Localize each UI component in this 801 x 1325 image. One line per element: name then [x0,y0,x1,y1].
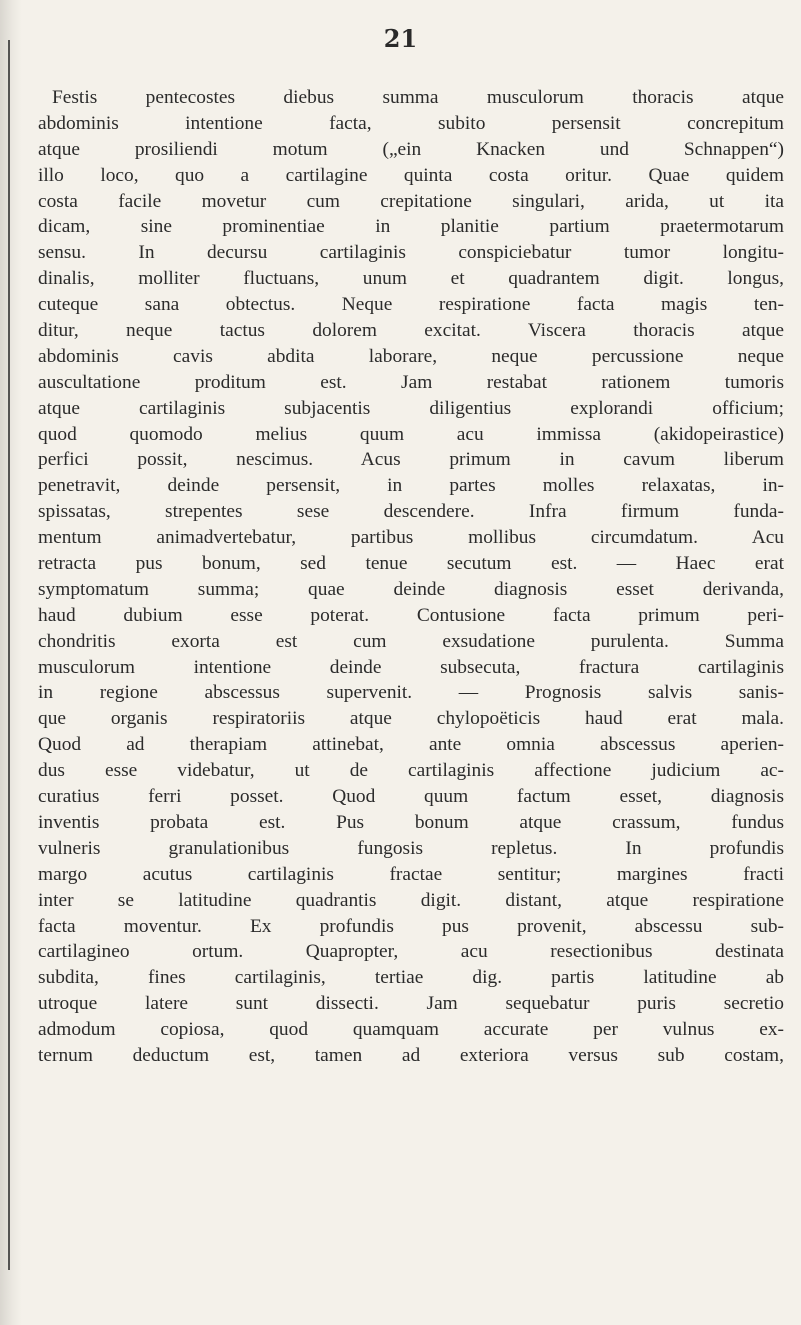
text-line: sensu. In decursu cartilaginis conspiciebatur tumor longitu- [38,242,784,264]
binding-edge-line [8,40,10,1270]
text-line: haud dubium esse poterat. Contusione facta primum peri- [38,604,784,626]
text-line: facta moventur. Ex profundis pus provenit, abscessu sub- [38,915,784,937]
text-line: curatius ferri posset. Quod quum factum esset, diagnosis [38,786,784,808]
text-line: ditur, neque tactus dolorem excitat. Viscera thoracis atque [38,320,784,342]
text-line: illo loco, quo a cartilagine quinta costa oritur. Quae quidem [38,164,784,186]
text-line: vulneris granulationibus fungosis repletus. In profundis [38,837,784,859]
text-line: symptomatum summa; quae deinde diagnosis esset derivanda, [38,578,784,600]
text-line: cartilagineo ortum. Quapropter, acu resectionibus destinata [38,941,784,963]
text-line: que organis respiratoriis atque chylopoëticis haud erat mala. [38,708,784,730]
text-line: mentum animadvertebatur, partibus mollibus circumdatum. Acu [38,527,784,549]
page-gutter-shadow [0,0,22,1325]
page-number: 21 [383,24,418,53]
text-line: retracta pus bonum, sed tenue secutum est. — Haec erat [38,553,784,575]
text-line: spissatas, strepentes sese descendere. Infra firmum funda- [38,501,784,523]
text-line: admodum copiosa, quod quamquam accurate per vulnus ex- [38,1019,784,1041]
text-line: dus esse videbatur, ut de cartilaginis affectione judicium ac- [38,760,784,782]
text-line: subdita, fines cartilaginis, tertiae dig. partis latitudine ab [38,967,784,989]
text-line: dicam, sine prominentiae in planitie partium praetermotarum [38,216,784,238]
text-line: margo acutus cartilaginis fractae sentitur; margines fracti [38,863,784,885]
text-line: atque cartilaginis subjacentis diligentius explorandi officium; [38,397,784,419]
text-line: Quod ad therapiam attinebat, ante omnia abscessus aperien- [38,734,784,756]
text-line: musculorum intentione deinde subsecuta, fractura cartilaginis [38,656,784,678]
text-line: penetravit, deinde persensit, in partes molles relaxatas, in- [38,475,784,497]
text-line: utroque latere sunt dissecti. Jam sequebatur puris secretio [38,993,784,1015]
text-line: dinalis, molliter fluctuans, unum et quadrantem digit. longus, [38,268,784,290]
text-line: inter se latitudine quadrantis digit. distant, atque respiratione [38,889,784,911]
text-line: inventis probata est. Pus bonum atque crassum, fundus [38,811,784,833]
text-line: perfici possit, nescimus. Acus primum in cavum liberum [38,449,784,471]
text-line: auscultatione proditum est. Jam restabat rationem tumoris [38,371,784,393]
text-line: costa facile movetur cum crepitatione singulari, arida, ut ita [38,190,784,212]
body-text [38,85,784,1069]
text-line: chondritis exorta est cum exsudatione purulenta. Summa [38,630,784,652]
text-line: abdominis cavis abdita laborare, neque percussione neque [38,345,784,367]
text-line: abdominis intentione facta, subito persensit concrepitum [38,112,784,134]
text-line: in regione abscessus supervenit. — Prognosis salvis sanis- [38,682,784,704]
text-line: quod quomodo melius quum acu immissa (akidopeirastice) [38,423,784,445]
text-line: atque prosiliendi motum („ein Knacken und Schnappen“) [38,138,784,160]
text-line: cuteque sana obtectus. Neque respiratione facta magis ten- [38,294,784,316]
text-line: Festis pentecostes diebus summa musculorum thoracis atque [52,87,784,108]
text-line: ternum deductum est, tamen ad exteriora versus sub costam, [38,1044,784,1066]
